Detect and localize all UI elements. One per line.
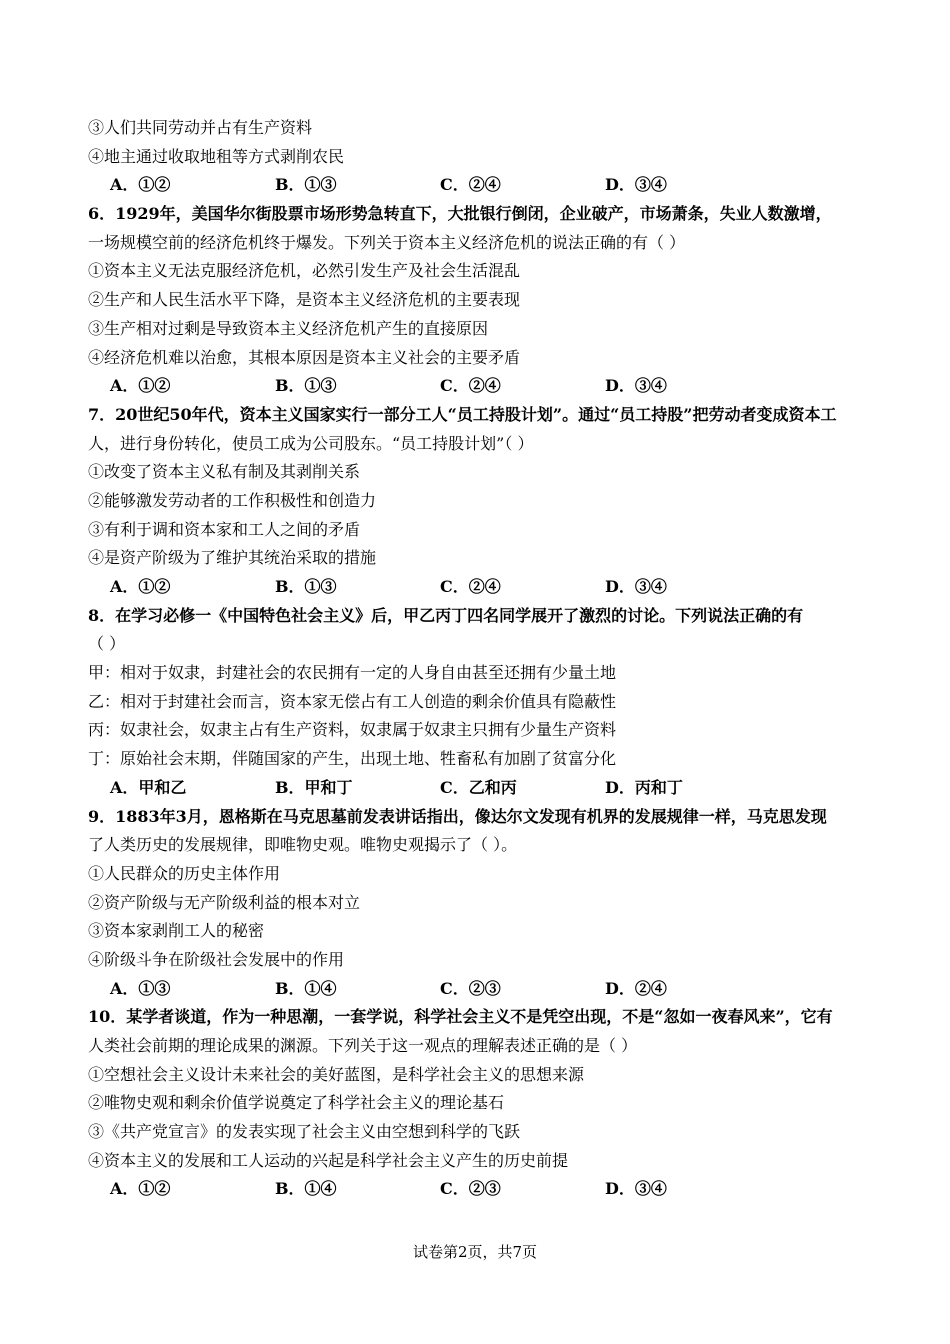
q7-choice-d: D．③④ (605, 577, 667, 596)
q7-choices (88, 573, 868, 602)
q10-stem-line-2: 人类社会前期的理论成果的渊源。下列关于这一观点的理解表述正确的是（ ） (88, 1036, 638, 1055)
page-content (88, 114, 868, 1204)
q5-choice-b: B．①③ (275, 175, 337, 195)
q8-stem-line-2: （ ） (88, 634, 126, 654)
q9-option-1: ①人民群众的历史主体作用 (88, 863, 281, 883)
q7-stem-line-2: 人，进行身份转化，使员工成为公司股东。“员工持股计划”（ ） (88, 433, 534, 453)
q9-choice-c: C．②③ (440, 978, 501, 998)
q5-choice-a: A．①② (110, 175, 171, 195)
q9-stem-line-1: 9．1883年3月，恩格斯在马克思墓前发表讲话指出，像达尔文发现有机界的发展规律一样，马克思发现 (88, 806, 827, 826)
q9-stem-line-2: 了人类历史的发展规律，即唯物史观。唯物史观揭示了（ ）。 (88, 835, 518, 855)
q7-option-2: ②能够激发劳动者的工作积极性和创造力 (88, 490, 377, 510)
q10-choice-d: D．③④ (605, 1179, 667, 1199)
q7-option-4: ④是资产阶级为了维护其统治采取的措施 (88, 548, 377, 568)
q10-stem-line-1: 10．某学者谈道，作为一种思潮，一套学说，科学社会主义不是凭空出现，不是“忽如一夜春风来”，它有 (88, 1007, 833, 1027)
q9-choice-a: A．①③ (110, 978, 171, 998)
page-footer: 试卷第2页，共7页 (412, 1243, 538, 1261)
q6-stem-line-1: 6．1929年，美国华尔街股票市场形势急转直下，大批银行倒闭，企业破产，市场萧条，失业人数激增， (88, 204, 832, 224)
q5-choice-d: D．③④ (605, 175, 667, 195)
q8-stem-line-1: 8．在学习必修一《中国特色社会主义》后，甲乙丙丁四名同学展开了激烈的讨论。下列说法正确的有 (88, 605, 804, 625)
q6-option-2: ②生产和人民生活水平下降，是资本主义经济危机的主要表现 (88, 290, 521, 310)
q6-option-1: ①资本主义无法克服经济危机，必然引发生产及社会生活混乱 (88, 261, 521, 281)
q8-option-2: 乙：相对于封建社会而言，资本家无偿占有工人创造的剩余价值具有隐蔽性 (88, 691, 617, 711)
q10-option-4: ④资本主义的发展和工人运动的兴起是科学社会主义产生的历史前提 (88, 1150, 569, 1170)
q8-choice-d: D．丙和丁 (605, 777, 683, 797)
q8-option-4: 丁：原始社会末期，伴随国家的产生，出现土地、牲畜私有加剧了贫富分化 (88, 749, 617, 769)
q6-choice-c: C．②④ (440, 376, 501, 396)
q5-option-3: ③人们共同劳动并占有生产资料 (88, 118, 313, 137)
q9-choice-b: B．①④ (275, 978, 337, 998)
q7-option-1: ①改变了资本主义私有制及其剥削关系 (88, 462, 361, 482)
q10-choices (88, 1175, 868, 1204)
q10-choice-a: A．①② (110, 1179, 171, 1199)
q7-option-3: ③有利于调和资本家和工人之间的矛盾 (88, 519, 361, 539)
q10-option-2: ②唯物史观和剩余价值学说奠定了科学社会主义的理论基石 (88, 1093, 505, 1113)
q5-choices (88, 171, 868, 200)
q6-stem-line-2: 一场规模空前的经济危机终于爆发。下列关于资本主义经济危机的说法正确的有（ ） (88, 232, 686, 252)
q6-choice-d: D．③④ (605, 376, 667, 396)
q9-option-2: ②资产阶级与无产阶级利益的根本对立 (88, 892, 361, 912)
q8-choice-a: A．甲和乙 (110, 777, 187, 797)
q10-option-1: ①空想社会主义设计未来社会的美好蓝图，是科学社会主义的思想来源 (88, 1064, 585, 1084)
q10-option-3: ③《共产党宣言》的发表实现了社会主义由空想到科学的飞跃 (88, 1122, 521, 1142)
q8-choices (88, 774, 868, 803)
q7-stem-line-1: 7．20世纪50年代，资本主义国家实行一部分工人“员工持股计划”。通过“员工持股”把劳动者变成资本工 (88, 404, 837, 424)
q9-choices (88, 975, 868, 1004)
q7-choice-b: B．①③ (275, 577, 337, 596)
q6-choice-a: A．①② (110, 376, 171, 396)
q9-option-4: ④阶级斗争在阶级社会发展中的作用 (88, 949, 345, 969)
q5-option-4: ④地主通过收取地租等方式剥削农民 (88, 146, 345, 166)
q8-choice-b: B．甲和丁 (275, 777, 353, 797)
q10-choice-b: B．①④ (275, 1179, 337, 1199)
q10-choice-c: C．②③ (440, 1179, 501, 1199)
q8-choice-c: C．乙和丙 (440, 777, 517, 797)
q6-option-3: ③生产相对过剩是导致资本主义经济危机产生的直接原因 (88, 318, 489, 338)
q7-choice-c: C．②④ (440, 577, 501, 596)
q9-option-3: ③资本家剥削工人的秘密 (88, 921, 265, 941)
q7-choice-a: A．①② (110, 577, 171, 596)
q6-choices (88, 372, 868, 401)
q6-choice-b: B．①③ (275, 376, 337, 396)
q8-option-1: 甲：相对于奴隶，封建社会的农民拥有一定的人身自由甚至还拥有少量土地 (88, 663, 617, 683)
q6-option-4: ④经济危机难以治愈，其根本原因是资本主义社会的主要矛盾 (88, 347, 521, 367)
q8-option-3: 丙：奴隶社会，奴隶主占有生产资料，奴隶属于奴隶主只拥有少量生产资料 (88, 720, 617, 740)
q9-choice-d: D．②④ (605, 978, 667, 998)
q5-choice-c: C．②④ (440, 175, 501, 195)
